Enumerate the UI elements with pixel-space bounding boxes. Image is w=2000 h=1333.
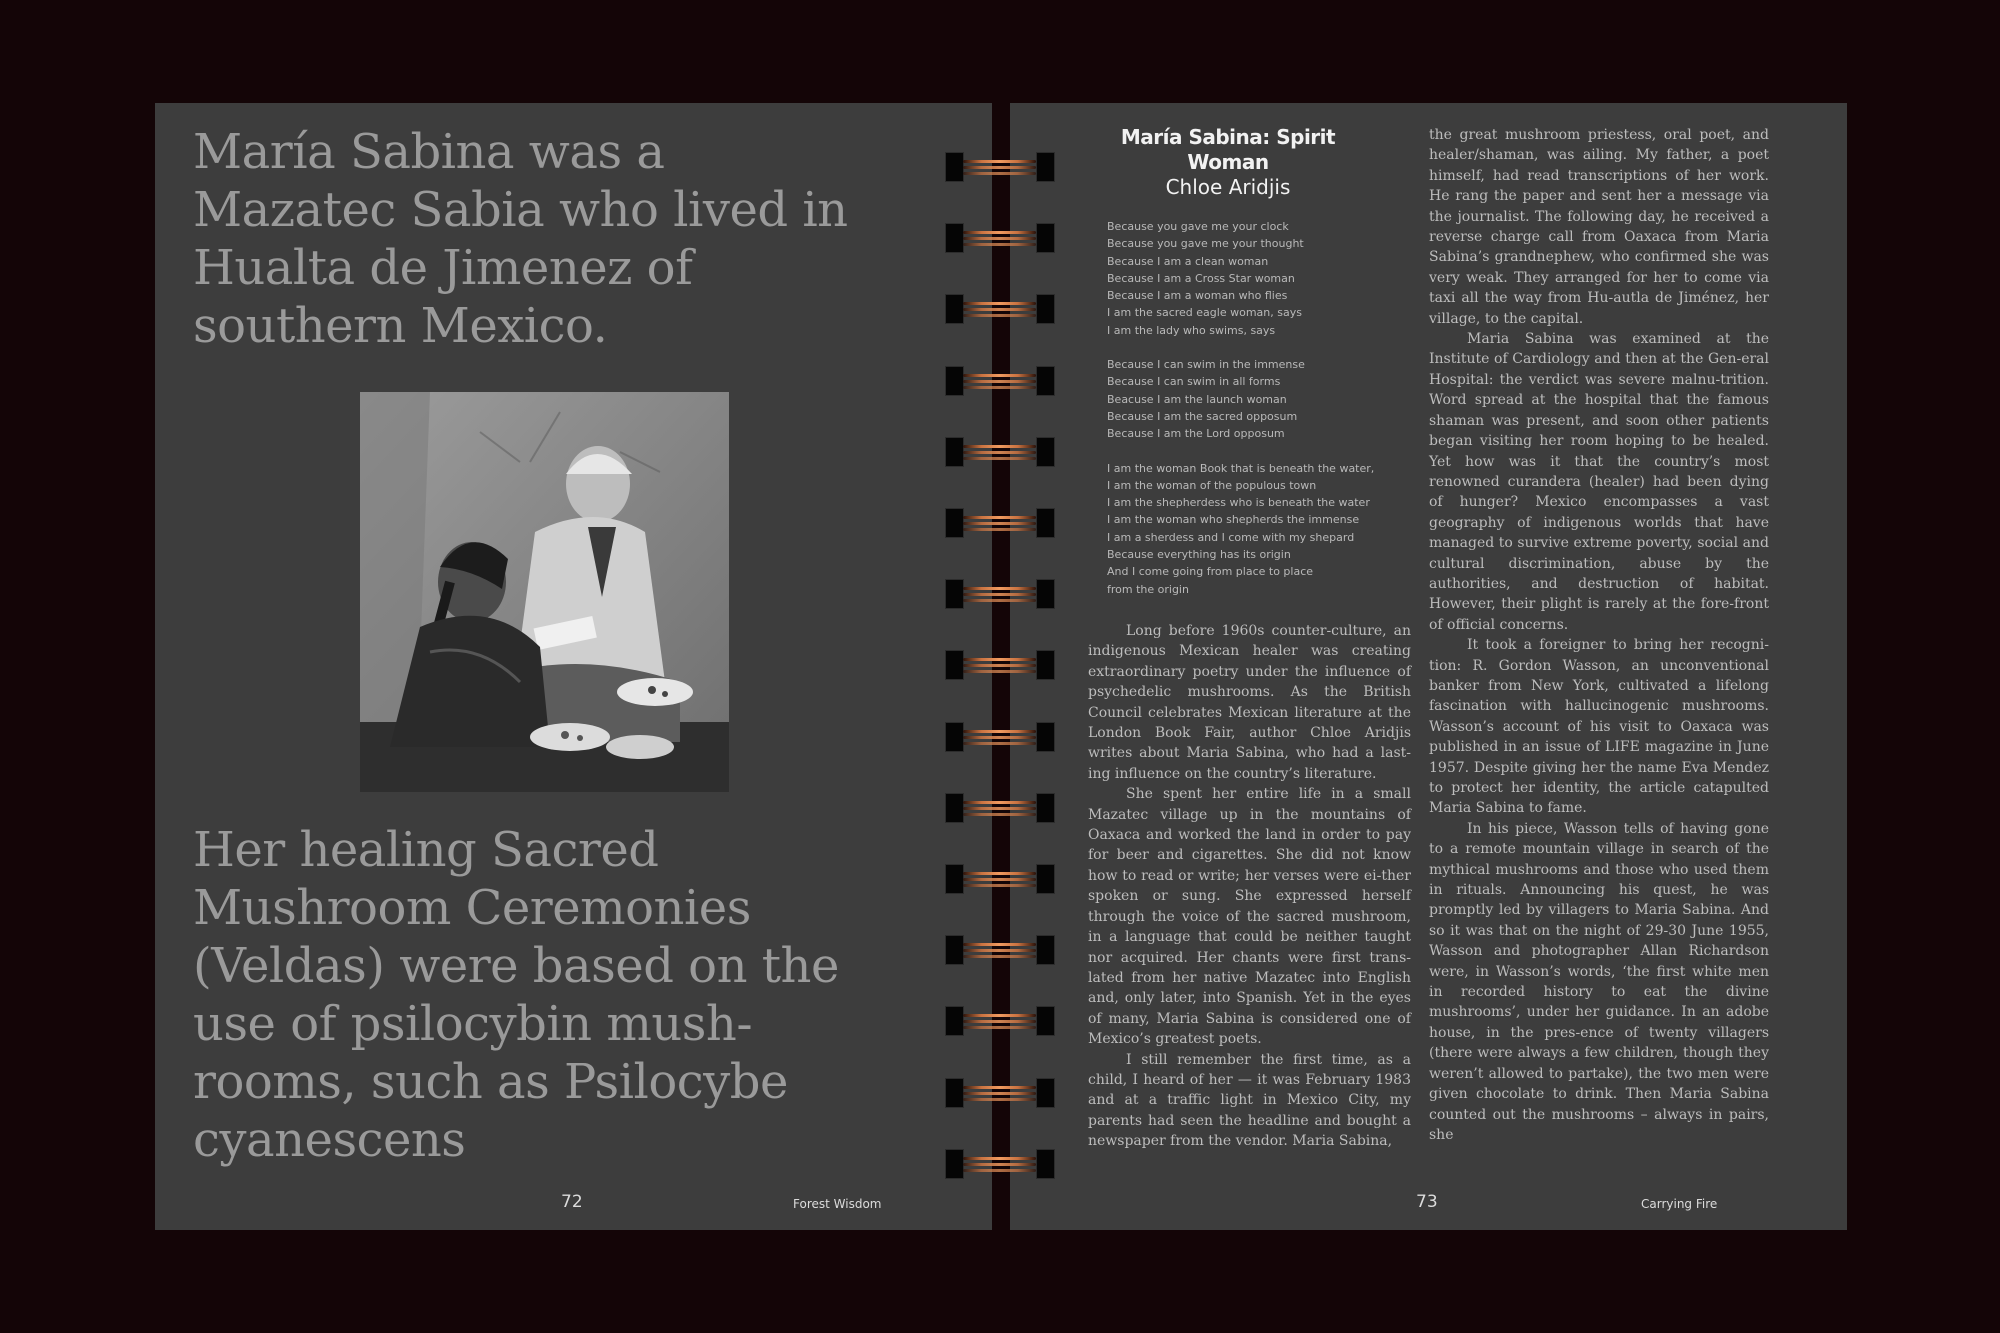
spiral-ring xyxy=(940,506,1060,540)
poem xyxy=(1107,218,1407,615)
poem-line: I am the sacred eagle woman, says xyxy=(1107,306,1302,320)
spiral-ring xyxy=(940,292,1060,326)
paragraph: I still remember the first time, as a child, I heard of her — it was February 1983 and at a traffic light in Mexico City, my parents had seen the headline and bought a newspaper from the vendor. Maria Sabina, xyxy=(1088,1051,1411,1150)
spiral-ring xyxy=(940,648,1060,682)
headline-top: María Sabina was a Mazatec Sabia who lived in Hualta de Jimenez of southern Mexico. xyxy=(193,124,848,354)
poem-line: I am a sherdess and I come with my shepard xyxy=(1107,530,1355,544)
poem-line: Because I am the Lord opposum xyxy=(1107,427,1285,441)
paragraph: Long before 1960s counter-culture, an indigenous Mexican healer was creating extraordinary poetry under the influence of psychedelic mushrooms. As the British Council celebrates Mexican literature at the London Book Fair, author Chloe Aridjis writes about Maria Sabina, who had a last-ing influence on the country’s literature. xyxy=(1088,623,1411,782)
poem-line: Because you gave me your clock xyxy=(1107,220,1289,233)
poem-line: And I come going from place to place xyxy=(1107,565,1314,579)
spiral-ring xyxy=(940,862,1060,896)
poem-line: Because I can swim in all forms xyxy=(1107,375,1281,389)
poem-line: from the origin xyxy=(1107,582,1189,596)
poem-line: I am the shepherdess who is beneath the water xyxy=(1107,496,1370,510)
paragraph: In his piece, Wasson tells of having gone to a remote mountain village in search of the mythical mushrooms and those who used them in rituals. Announcing his quest, he was promptly led by villagers to Maria Sabina. And so it was that on the night of 29-30 June 1955, Wasson and photographer Allan Richardson were, in Wasson’s words, ‘the first white men in recorded history to eat the divine mushrooms’, under her guidance. In an adobe house, in the pres-ence of twenty villagers (there were always a few children, though they weren’t allowed to partake), the two men were given chocolate to drink. Then Maria Sabina counted out the mushrooms – always in pairs, she xyxy=(1429,820,1769,1143)
spiral-ring xyxy=(940,1076,1060,1110)
spiral-ring xyxy=(940,364,1060,398)
poem-line: I am the woman Book that is beneath the water, xyxy=(1107,461,1375,475)
page-number-right: 73 xyxy=(1416,1192,1438,1212)
poem-line: Beacuse I am the launch woman xyxy=(1107,392,1287,406)
poem-stanza xyxy=(1107,218,1407,339)
body-column-2 xyxy=(1429,125,1769,1145)
paragraph: the great mushroom priestess, oral poet, and healer/shaman, was ailing. My father, a poet himself, had read transcriptions of her work. He rang the paper and sent her a message via the journalist. The following day, he received a reverse charge call from Oaxaca from Maria Sabina’s grandnephew, who confirmed she was very weak. They arranged for her to come via taxi all the way from Hu-autla de Jiménez, her village, to the capital. xyxy=(1429,127,1769,327)
paragraph: Maria Sabina was examined at the Institute of Cardiology and then at the Gen-eral Hospital: the verdict was severe malnu-trition. Word spread at the hospital that the famous shaman was present, and soon other patients began visiting her room hoping to be healed. Yet how was it that the country’s most renowned curandera (healer) had been dying of hunger? Mexico encompasses a vast geography of indigenous worlds that have managed to survive extreme poverty, social and cultural discrimination, abuse by the authorities, and destruction of habitat. However, their plight is rarely at the fore-front of official concerns. xyxy=(1429,331,1769,633)
poem-stanza xyxy=(1107,460,1407,598)
poem-line: Because I am a woman who flies xyxy=(1107,289,1288,303)
poem-line: Because I am a clean woman xyxy=(1107,254,1269,268)
poem-line: Because I am a Cross Star woman xyxy=(1107,271,1295,285)
spiral-ring xyxy=(940,791,1060,825)
right-page xyxy=(1010,103,1847,1230)
poem-line: Because I can swim in the immense xyxy=(1107,358,1305,372)
poem-line: I am the woman of the populous town xyxy=(1107,478,1317,492)
title-text: María Sabina: Spirit Woman xyxy=(1120,125,1336,174)
poem-stanza xyxy=(1107,356,1407,442)
page-number-left: 72 xyxy=(561,1192,583,1212)
poem-line: Because I am the sacred opposum xyxy=(1107,409,1298,423)
spiral-ring xyxy=(940,577,1060,611)
paragraph: It took a foreigner to bring her recogni-tion: R. Gordon Wasson, an unconventional banker from New York, cultivated a lifelong fascination with hallucinogenic mushrooms. Wasson’s account of his visit to Oaxaca was published in an issue of LIFE magazine in June 1957. Despite giving her the name Eva Mendez to protect her identity, the article catapulted Maria Sabina to fame. xyxy=(1429,637,1769,817)
spiral-ring xyxy=(940,720,1060,754)
spiral-ring xyxy=(940,933,1060,967)
body-column-1 xyxy=(1088,621,1411,1152)
spiral-binding xyxy=(940,150,1060,1190)
headline-bottom: Her healing Sacred Mushroom Ceremonies (Veldas) were based on the use of psilocybin mush-rooms, such as Psilocybe cyanescens xyxy=(193,822,839,1168)
left-page xyxy=(155,103,992,1230)
author-name: Chloe Aridjis xyxy=(1165,175,1291,199)
spiral-ring xyxy=(940,1147,1060,1181)
photo-illustration xyxy=(360,392,729,792)
spiral-ring xyxy=(940,150,1060,184)
poem-line: I am the woman who shepherds the immense xyxy=(1107,513,1360,527)
article-title xyxy=(1078,125,1378,200)
spiral-ring xyxy=(940,435,1060,469)
section-label-right: Carrying Fire xyxy=(1641,1197,1718,1211)
spiral-ring xyxy=(940,1004,1060,1038)
poem-line: I am the lady who swims, says xyxy=(1107,323,1276,337)
paragraph: She spent her entire life in a small Mazatec village up in the mountains of Oaxaca and worked the land in order to pay for beer and cigarettes. She did not know how to read or write; her verses were ei-ther spoken or sung. She expressed herself through the voice of the sacred mushroom, in a language that could be neither taught nor acquired. Her chants were first trans-lated from her native Mazatec into English and, only later, into Spanish. Yet in the eyes of many, Maria Sabina is considered one of Mexico’s greatest poets. xyxy=(1088,786,1411,1048)
poem-line: Because everything has its origin xyxy=(1107,548,1291,562)
poem-line: Because you gave me your thought xyxy=(1107,237,1304,251)
section-label-left: Forest Wisdom xyxy=(793,1197,882,1211)
spiral-ring xyxy=(940,221,1060,255)
archival-photo-icon xyxy=(360,392,729,792)
